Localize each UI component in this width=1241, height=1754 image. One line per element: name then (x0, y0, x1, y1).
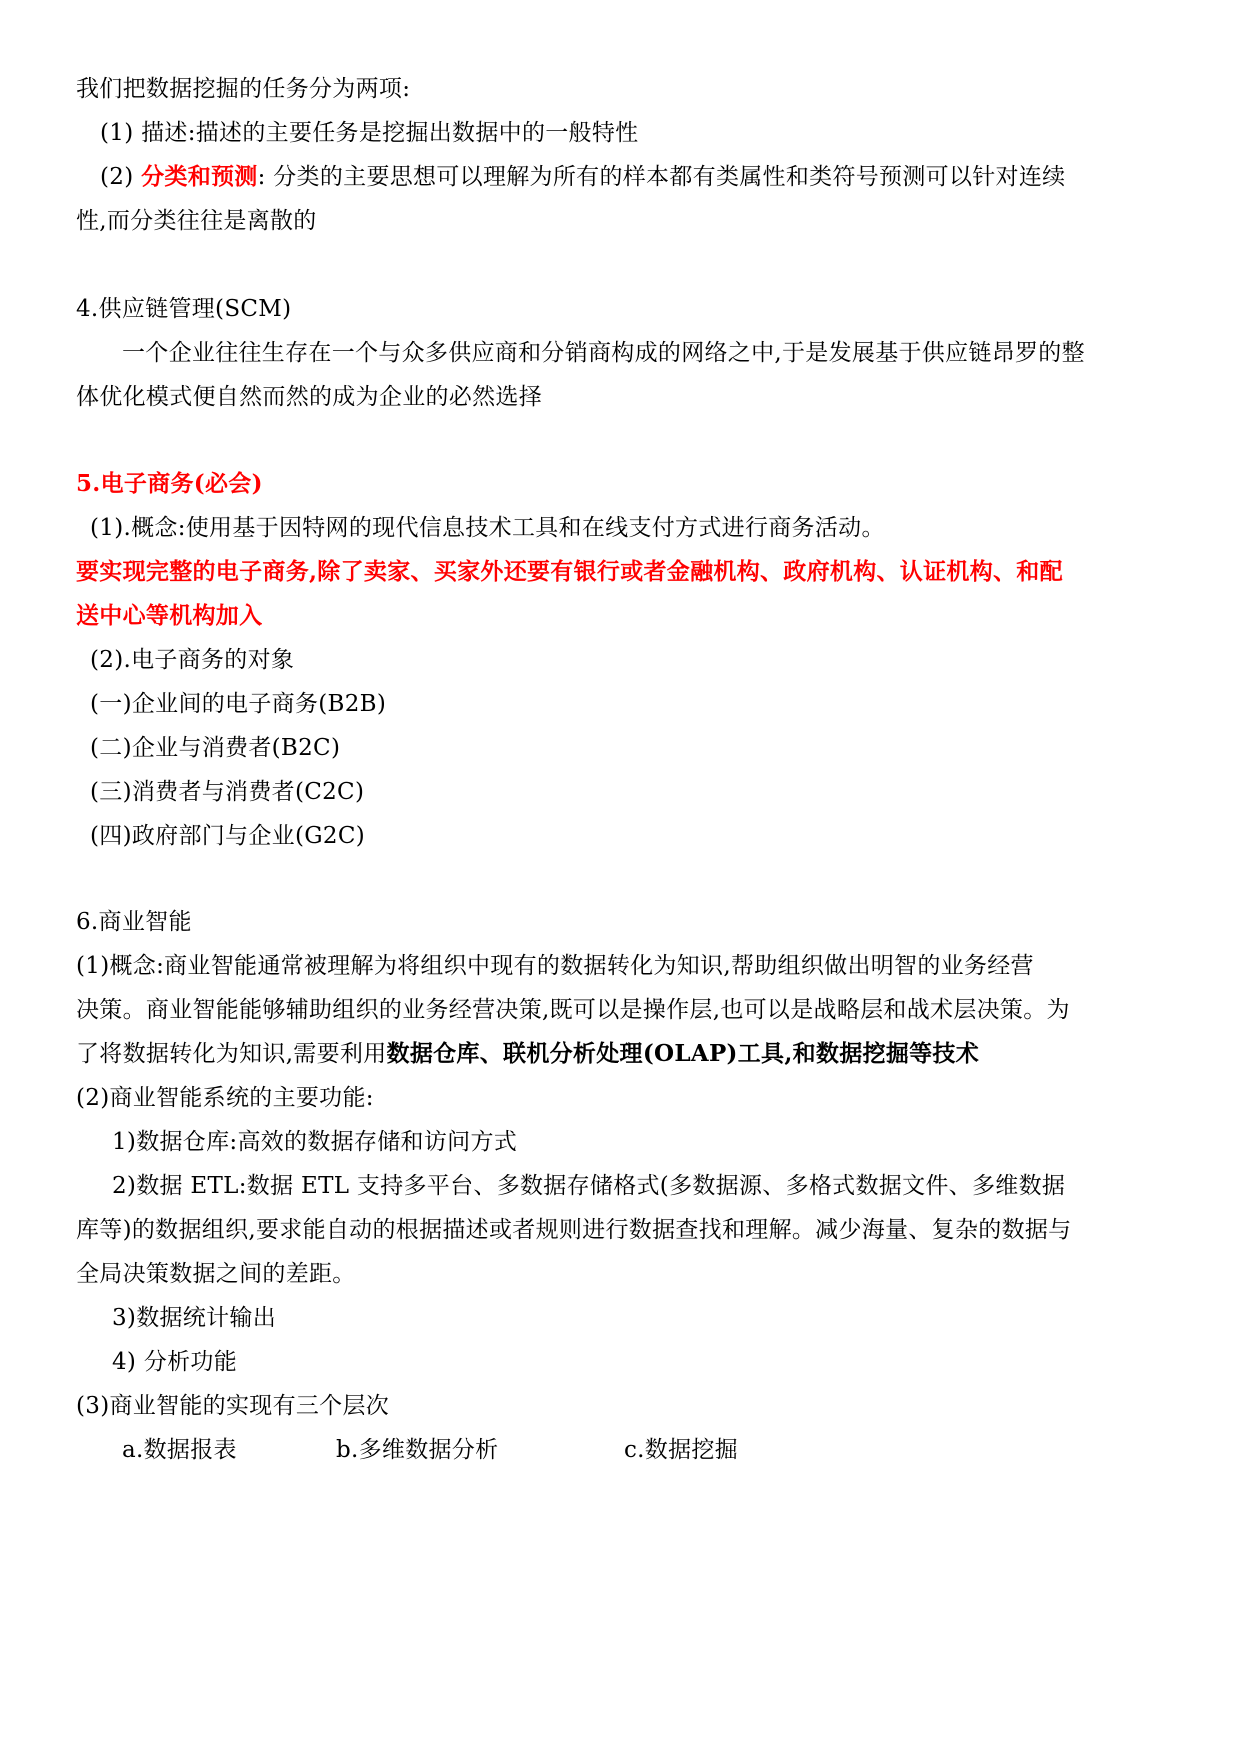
bi-concept-bold: 数据仓库、联机分析处理(OLAP)工具,和数据挖掘等技术 (386, 1040, 980, 1067)
scm-paragraph-line-1: 一个企业往往生存在一个与众多供应商和分销商构成的网络之中,于是发展基于供应链昂罗的整 (122, 340, 1085, 366)
ecommerce-object-item: (二)企业与消费者(B2C) (90, 735, 341, 761)
bi-concept-line-3 (76, 1039, 979, 1069)
bi-function-3: 3)数据统计输出 (112, 1305, 277, 1331)
intro-line: 我们把数据挖掘的任务分为两项: (76, 76, 411, 102)
bi-function-4: 4) 分析功能 (112, 1349, 238, 1375)
ecommerce-object-item: (三)消费者与消费者(C2C) (90, 779, 365, 805)
bi-function-2-line-1: 2)数据 ETL:数据 ETL 支持多平台、多数据存储格式(多数据源、多格式数据文件、多维数据 (112, 1173, 1066, 1199)
ecommerce-note-line-1: 要实现完整的电子商务,除了卖家、买家外还要有银行或者金融机构、政府机构、认证机构、和配 (76, 558, 1063, 585)
bi-heading: 6.商业智能 (76, 909, 192, 935)
intro-item-2 (100, 162, 1065, 192)
bi-function-2-line-3: 全局决策数据之间的差距。 (76, 1261, 356, 1287)
ecommerce-heading: 5.电子商务(必会) (76, 470, 263, 497)
ecommerce-object-item: (一)企业间的电子商务(B2B) (90, 691, 387, 717)
scm-paragraph-line-2: 体优化模式便自然而然的成为企业的必然选择 (76, 384, 542, 410)
bi-level-a: a.数据报表 (122, 1437, 237, 1463)
bi-concept-line-1: (1)概念:商业智能通常被理解为将组织中现有的数据转化为知识,帮助组织做出明智的业务经营 (76, 953, 1034, 979)
bi-function-1: 1)数据仓库:高效的数据存储和访问方式 (112, 1129, 518, 1155)
intro-item-2-highlight: 分类和预测 (141, 163, 258, 190)
intro-item-2-prefix: (2) (100, 164, 142, 190)
ecommerce-object-item: (四)政府部门与企业(G2C) (90, 823, 365, 849)
intro-item-1: (1) 描述:描述的主要任务是挖掘出数据中的一般特性 (100, 120, 639, 146)
intro-item-2-continued: 性,而分类往往是离散的 (76, 208, 317, 234)
bi-level-b: b.多维数据分析 (336, 1437, 499, 1463)
intro-item-2-text: : 分类的主要思想可以理解为所有的样本都有类属性和类符号预测可以针对连续 (257, 164, 1066, 190)
ecommerce-concept: (1).概念:使用基于因特网的现代信息技术工具和在线支付方式进行商务活动。 (90, 515, 885, 541)
bi-concept-plain: 了将数据转化为知识,需要利用 (76, 1041, 387, 1067)
bi-function-2-line-2: 库等)的数据组织,要求能自动的根据描述或者规则进行数据查找和理解。减少海量、复杂的数据与 (76, 1217, 1072, 1243)
ecommerce-objects-title: (2).电子商务的对象 (90, 647, 295, 673)
bi-concept-line-2: 决策。商业智能能够辅助组织的业务经营决策,既可以是操作层,也可以是战略层和战术层决策。为 (76, 997, 1070, 1023)
scm-heading: 4.供应链管理(SCM) (76, 296, 292, 322)
bi-levels-title: (3)商业智能的实现有三个层次 (76, 1393, 390, 1419)
bi-level-c: c.数据挖掘 (624, 1437, 738, 1463)
bi-functions-title: (2)商业智能系统的主要功能: (76, 1085, 374, 1111)
ecommerce-note-line-2: 送中心等机构加入 (76, 602, 263, 629)
